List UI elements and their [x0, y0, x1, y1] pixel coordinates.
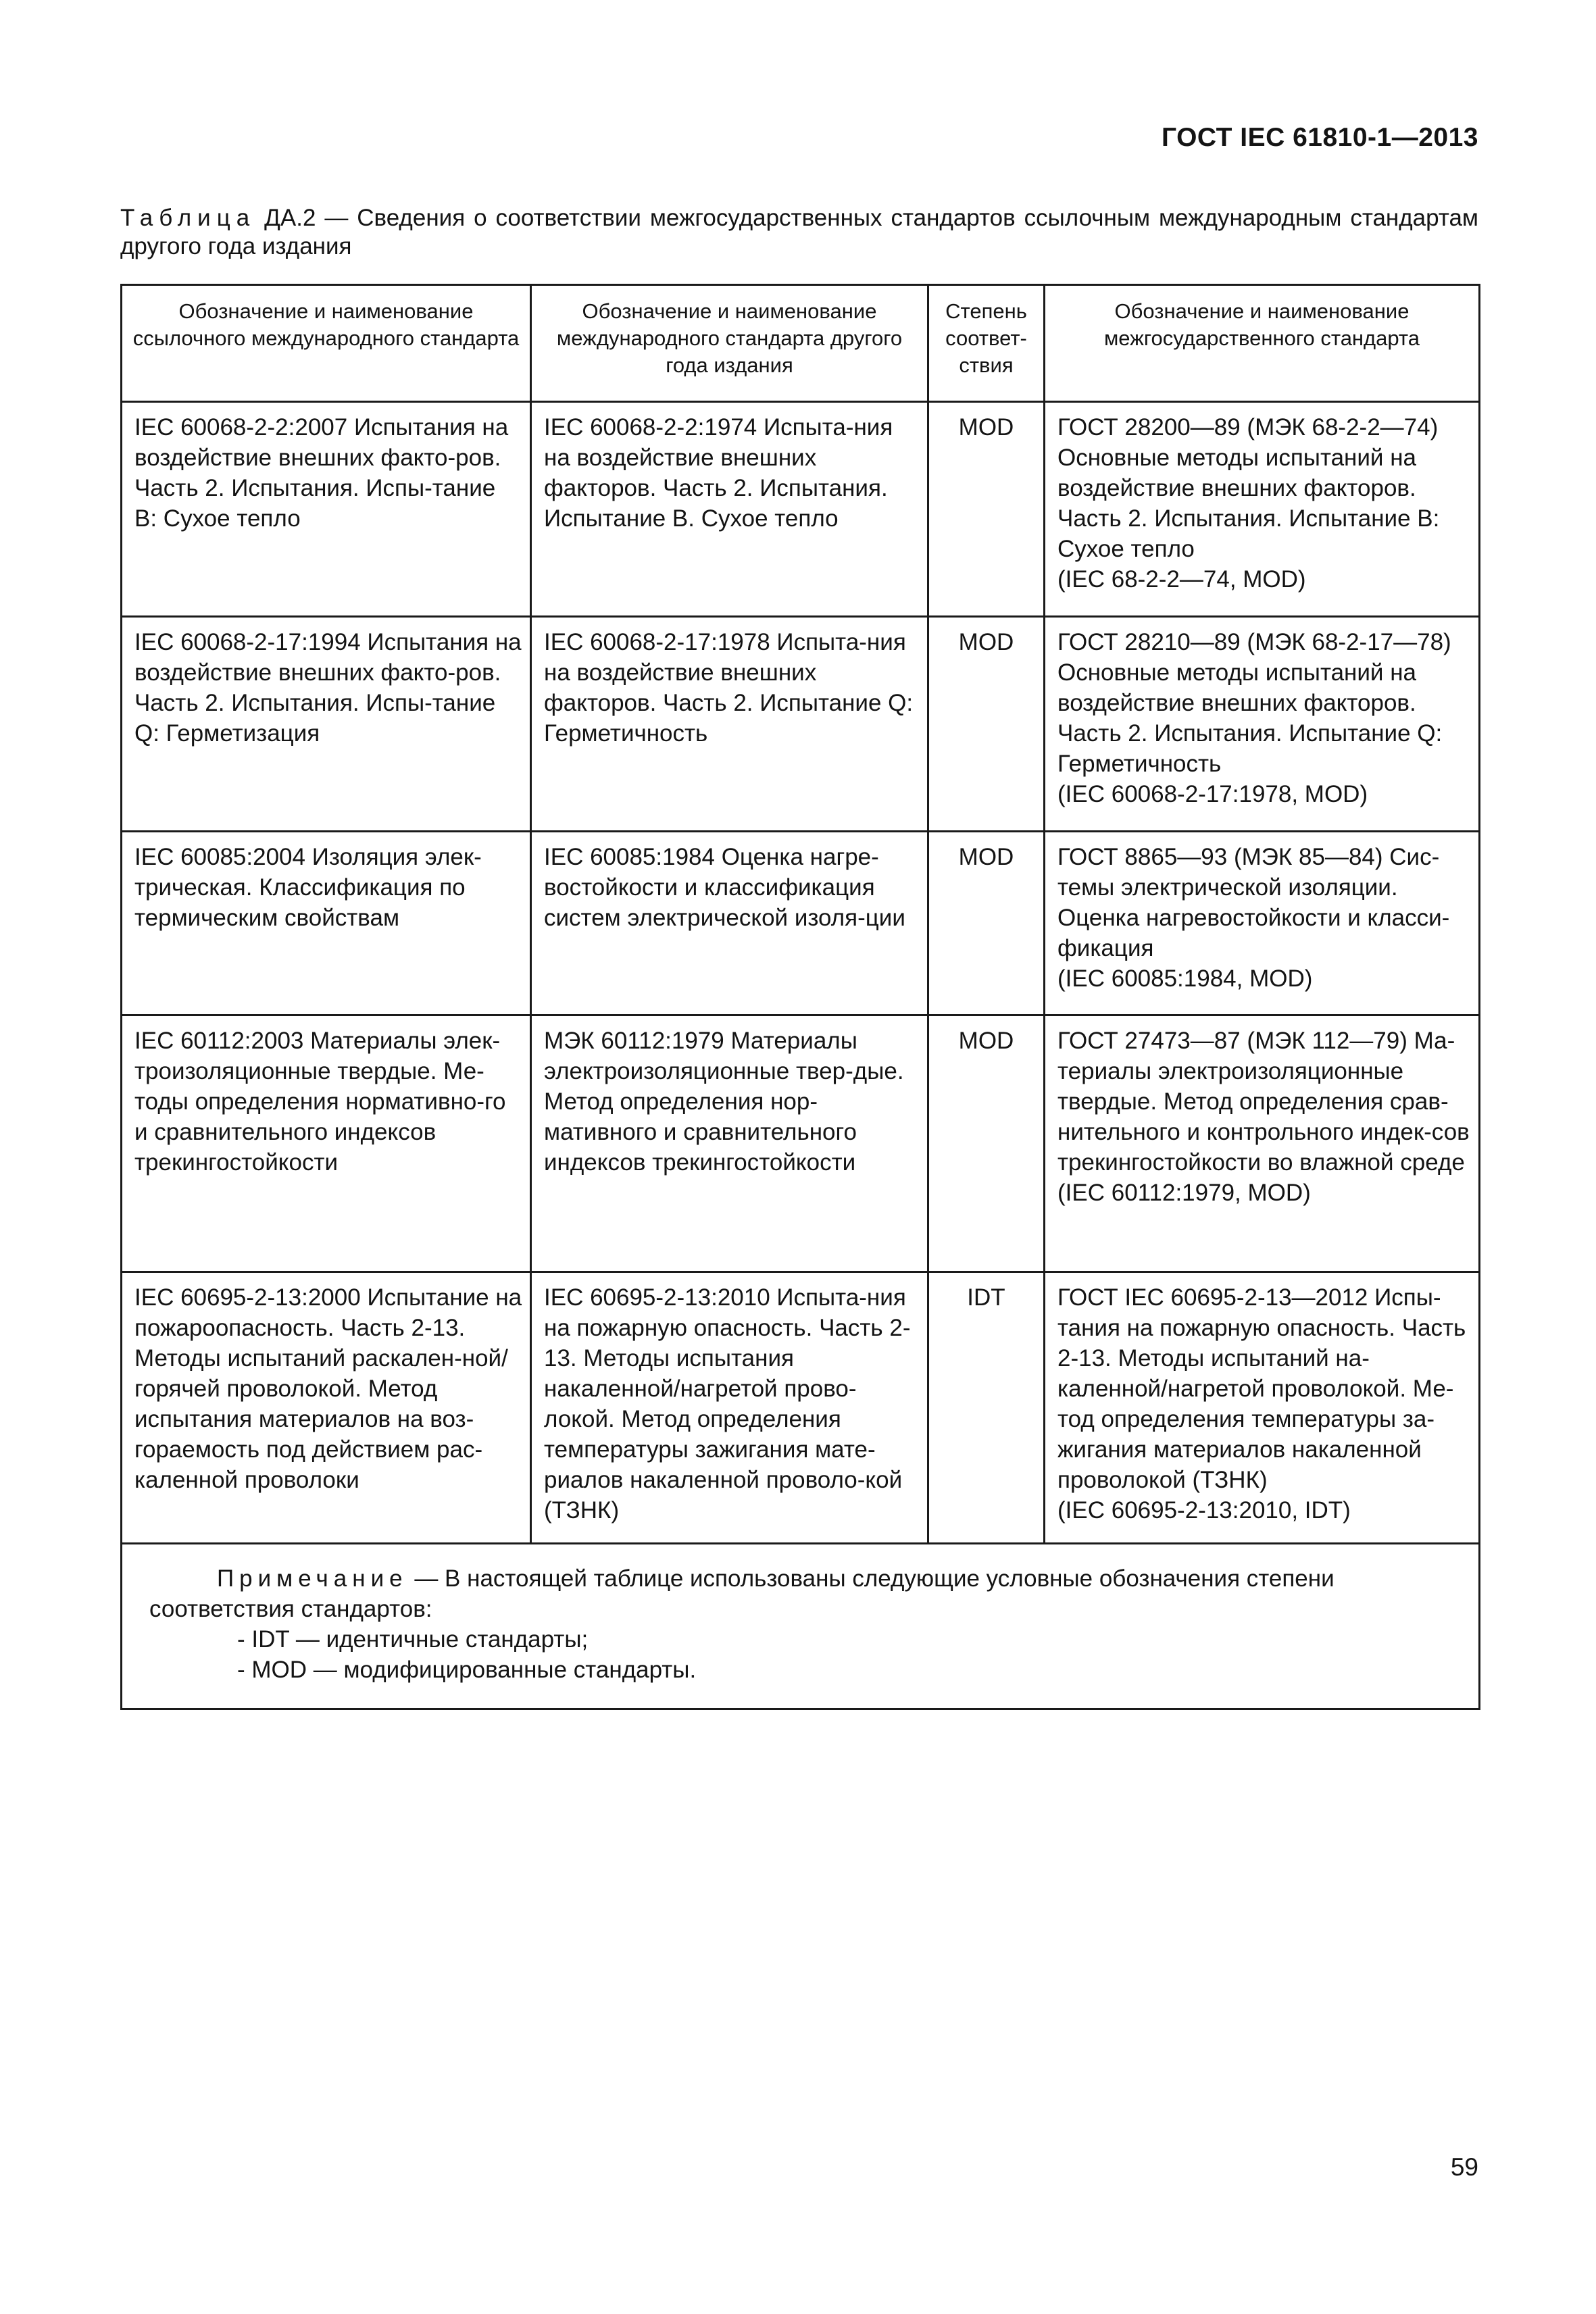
document-designation: ГОСТ IEC 61810-1—2013: [1161, 123, 1478, 152]
interstate-standard-cell: ГОСТ 28200—89 (МЭК 68-2-2—74) Основные методы испытаний на воздействие внешних факторов. Часть 2. Испытания. Испытание В: Сухое тепло (IEC 68-2-2—74, MOD): [1045, 402, 1480, 617]
table-row: [122, 402, 1480, 617]
table-row: [122, 832, 1480, 1015]
other-edition-cell: IEC 60068-2-17:1978 Испыта-ния на воздействие внешних факторов. Часть 2. Испытание Q: Герметичность: [531, 617, 928, 832]
other-edition-cell: IEC 60695-2-13:2010 Испыта-ния на пожарную опасность. Часть 2-13. Методы испытания накаленной/нагретой прово-локой. Метод определения температуры зажигания мате-риалов накаленной проволо-кой (ТЗНК): [531, 1272, 928, 1544]
other-edition-cell: IEC 60085:1984 Оценка нагре-востойкости и классификация систем электрической изоля-ции: [531, 832, 928, 1015]
note-item-mod: - MOD — модифицированные стандарты.: [237, 1657, 697, 1683]
degree-cell: MOD: [928, 1015, 1045, 1272]
note-intro: [149, 1563, 1458, 1624]
reference-standard-cell: IEC 60695-2-13:2000 Испытание на пожароопасность. Часть 2-13. Методы испытаний раскален-ной/горячей проволокой. Метод испытания материалов на воз-гораемость под действием рас-каленной проволоки: [122, 1272, 531, 1544]
reference-standard-cell: IEC 60112:2003 Материалы элек-троизоляционные твердые. Ме-тоды определения нормативно-го и сравнительного индексов трекингостойкости: [122, 1015, 531, 1272]
note-prefix: Примечание: [217, 1565, 408, 1592]
other-edition-cell: МЭК 60112:1979 Материалы электроизоляционные твер-дые. Метод определения нор-мативного и сравнительного индексов трекингостойкости: [531, 1015, 928, 1272]
column-header-interstate-standard: Обозначение и наименование межгосударственного стандарта: [1045, 285, 1480, 402]
table-row: [122, 1015, 1480, 1272]
page-number: 59: [1450, 2153, 1478, 2181]
interstate-standard-cell: ГОСТ 8865—93 (МЭК 85—84) Сис-темы электрической изоляции. Оценка нагревостойкости и класси-фикация (IEC 60085:1984, MOD): [1045, 832, 1480, 1015]
table-header-row: [122, 285, 1480, 402]
column-header-reference-standard: Обозначение и наименование ссылочного международного стандарта: [122, 285, 531, 402]
degree-cell: MOD: [928, 617, 1045, 832]
interstate-standard-cell: ГОСТ IEC 60695-2-13—2012 Испы-тания на пожарную опасность. Часть 2-13. Методы испытаний на-каленной/нагретой проволокой. Ме-тод определения температуры за-жигания материалов накаленной проволокой (ТЗНК) (IEC 60695-2-13:2010, IDT): [1045, 1272, 1480, 1544]
reference-standard-cell: IEC 60068-2-17:1994 Испытания на воздействие внешних факто-ров. Часть 2. Испытания. Испы-тание Q: Герметизация: [122, 617, 531, 832]
reference-standard-cell: IEC 60085:2004 Изоляция элек-трическая. Классификация по термическим свойствам: [122, 832, 531, 1015]
note-text: — В настоящей таблице использованы следующие условные обозначения степени соответствия стандартов:: [149, 1565, 1335, 1622]
caption-prefix: Таблица: [120, 205, 256, 231]
interstate-standard-cell: ГОСТ 27473—87 (МЭК 112—79) Ма-териалы электроизоляционные твердые. Метод определения срав-нительного и контрольного индек-сов трекингостойкости во влажной среде (IEC 60112:1979, MOD): [1045, 1015, 1480, 1272]
standards-correspondence-table: [120, 284, 1480, 1710]
column-header-other-edition-standard: Обозначение и наименование международного стандарта другого года издания: [531, 285, 928, 402]
note-item-idt: - IDT — идентичные стандарты;: [237, 1626, 589, 1653]
table-row: [122, 617, 1480, 832]
other-edition-cell: IEC 60068-2-2:1974 Испыта-ния на воздействие внешних факторов. Часть 2. Испытания. Испытание В. Сухое тепло: [531, 402, 928, 617]
table-note-row: [122, 1544, 1480, 1709]
interstate-standard-cell: ГОСТ 28210—89 (МЭК 68-2-17—78) Основные методы испытаний на воздействие внешних факторов. Часть 2. Испытания. Испытание Q: Герметичность (IEC 60068-2-17:1978, MOD): [1045, 617, 1480, 832]
table-note: [122, 1544, 1480, 1709]
degree-cell: IDT: [928, 1272, 1045, 1544]
caption-text: ДА.2 — Сведения о соответствии межгосударственных стандартов ссылочным международным стандартам другого года издания: [120, 205, 1478, 259]
degree-cell: MOD: [928, 832, 1045, 1015]
degree-cell: MOD: [928, 402, 1045, 617]
table-caption: [120, 204, 1478, 261]
reference-standard-cell: IEC 60068-2-2:2007 Испытания на воздействие внешних факто-ров. Часть 2. Испытания. Испы-тание В: Сухое тепло: [122, 402, 531, 617]
column-header-correspondence-degree: Степень соответ-ствия: [928, 285, 1045, 402]
table-row: [122, 1272, 1480, 1544]
